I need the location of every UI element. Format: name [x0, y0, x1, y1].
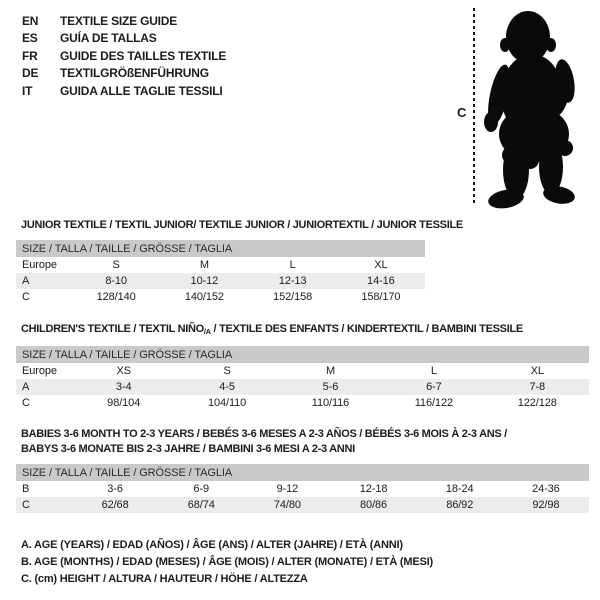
section-title: JUNIOR TEXTILE / TEXTIL JUNIOR/ TEXTILE JUNIOR / JUNIORTEXTIL / JUNIOR TESSILE: [21, 219, 463, 231]
row-label: B: [22, 483, 30, 495]
table-cell: XS: [116, 365, 131, 377]
footnote-c: C. (cm) HEIGHT / ALTURA / HAUTEUR / HÖHE / ALTEZZA: [21, 573, 308, 585]
junior-size-table: [16, 240, 425, 305]
table-cell: L: [289, 259, 296, 271]
row-label: C: [22, 397, 30, 409]
table-cell: 18-24: [445, 483, 474, 495]
table-cell: 4-5: [175, 379, 278, 395]
table-cell: S: [112, 259, 120, 271]
table-cell: 110/116: [311, 397, 350, 409]
row-label: Europe: [22, 259, 57, 271]
lang-row-it: [22, 82, 226, 100]
table-cell: 80/86: [330, 497, 416, 513]
section-childrens-textile: [16, 322, 589, 411]
lang-code: DE: [22, 66, 39, 81]
lang-row-en: [22, 12, 226, 30]
height-measure-label: C: [457, 105, 467, 120]
lang-label: GUIDA ALLE TAGLIE TESSILI: [60, 83, 223, 98]
table-cell: 92/98: [503, 497, 589, 513]
table-cell: 12-13: [249, 273, 337, 289]
section-title: [21, 427, 589, 457]
table-cell: 104/110: [207, 397, 247, 409]
table-row: [16, 395, 589, 411]
row-label: A: [16, 273, 72, 289]
title-subscript: /A: [203, 327, 211, 336]
language-header: [22, 12, 226, 100]
table-cell: M: [199, 259, 209, 271]
table-cell: 98/104: [107, 397, 141, 409]
table-row: [16, 289, 425, 305]
table-cell: 62/68: [72, 497, 158, 513]
lang-label: GUIDE DES TAILLES TEXTILE: [60, 48, 227, 63]
size-header-text: SIZE / TALLA / TAILLE / GRÖSSE / TAGLIA: [16, 464, 589, 481]
lang-code: IT: [22, 83, 33, 98]
lang-label: TEXTILGRÖßENFÜHRUNG: [60, 66, 209, 81]
table-cell: 74/80: [244, 497, 330, 513]
table-cell: M: [325, 365, 336, 377]
lang-label: TEXTILE SIZE GUIDE: [60, 13, 178, 28]
table-cell: 6-9: [193, 483, 210, 495]
size-header-text: SIZE / TALLA / TAILLE / GRÖSSE / TAGLIA: [16, 346, 589, 363]
table-cell: S: [223, 365, 231, 377]
table-cell: 140/152: [184, 291, 224, 303]
height-measure-line: [473, 8, 475, 206]
lang-row-de: [22, 65, 226, 83]
lang-code: EN: [22, 13, 39, 28]
row-label: A: [16, 379, 72, 395]
table-cell: 122/128: [517, 397, 557, 409]
table-row: [16, 497, 589, 513]
table-row: [16, 363, 589, 379]
table-cell: XL: [530, 365, 544, 377]
section-title-line2: BABYS 3-6 MONATE BIS 2-3 JAHRE / BAMBINI 3-6 MESI A 2-3 ANNI: [21, 443, 355, 455]
row-label: C: [16, 497, 72, 513]
table-cell: 24-36: [532, 483, 560, 495]
table-cell: 128/140: [96, 291, 136, 303]
table-cell: 158/170: [361, 291, 401, 303]
size-header-bar: [16, 464, 589, 481]
lang-row-es: [22, 30, 226, 48]
table-cell: 86/92: [417, 497, 503, 513]
lang-code: ES: [22, 31, 38, 46]
footnote-b: B. AGE (MONTHS) / EDAD (MESES) / ÂGE (MOIS) / ALTER (MONATE) / ETÀ (MESI): [21, 556, 433, 568]
lang-code: FR: [22, 48, 38, 63]
footnotes: [21, 537, 433, 588]
table-cell: 3-4: [72, 379, 175, 395]
footnote-a: A. AGE (YEARS) / EDAD (AÑOS) / ÂGE (ANS) / ALTER (JAHRE) / ETÀ (ANNI): [21, 539, 403, 551]
size-header-text: SIZE / TALLA / TAILLE / GRÖSSE / TAGLIA: [16, 240, 425, 257]
lang-row-fr: [22, 47, 226, 65]
table-row: [16, 257, 425, 273]
table-cell: 152/158: [273, 291, 313, 303]
table-cell: 5-6: [279, 379, 382, 395]
table-cell: 12-18: [359, 483, 388, 495]
table-cell: L: [430, 365, 437, 377]
babies-size-table: [16, 464, 589, 513]
table-cell: 8-10: [72, 273, 160, 289]
table-cell: XL: [374, 259, 388, 271]
row-label: Europe: [22, 365, 57, 377]
section-junior-textile: [16, 218, 463, 305]
lang-label: GUÍA DE TALLAS: [60, 31, 157, 46]
row-label: C: [22, 291, 30, 303]
table-cell: 68/74: [158, 497, 244, 513]
size-header-bar: [16, 240, 425, 257]
table-cell: 9-12: [276, 483, 299, 495]
table-cell: 6-7: [382, 379, 485, 395]
table-cell: 116/122: [414, 397, 453, 409]
size-header-bar: [16, 346, 589, 363]
table-cell: 14-16: [337, 273, 425, 289]
table-row: [16, 481, 589, 497]
table-cell: 7-8: [486, 379, 589, 395]
section-babies-textile: [16, 427, 589, 513]
table-row: [16, 273, 425, 289]
table-cell: 10-12: [160, 273, 248, 289]
section-title-line1: BABIES 3-6 MONTH TO 2-3 YEARS / BEBÉS 3-6 MESES A 2-3 AÑOS / BÉBÉS 3-6 MOIS À 2-3 ANS /: [21, 428, 507, 440]
children-size-table: [16, 346, 589, 411]
baby-silhouette-icon: [478, 5, 598, 215]
table-cell: 3-6: [107, 483, 123, 495]
table-row: [16, 379, 589, 395]
section-title: CHILDREN'S TEXTILE / TEXTIL NIÑO/A / TEXTILE DES ENFANTS / KINDERTEXTIL / BAMBINI TESSILE: [21, 323, 523, 336]
